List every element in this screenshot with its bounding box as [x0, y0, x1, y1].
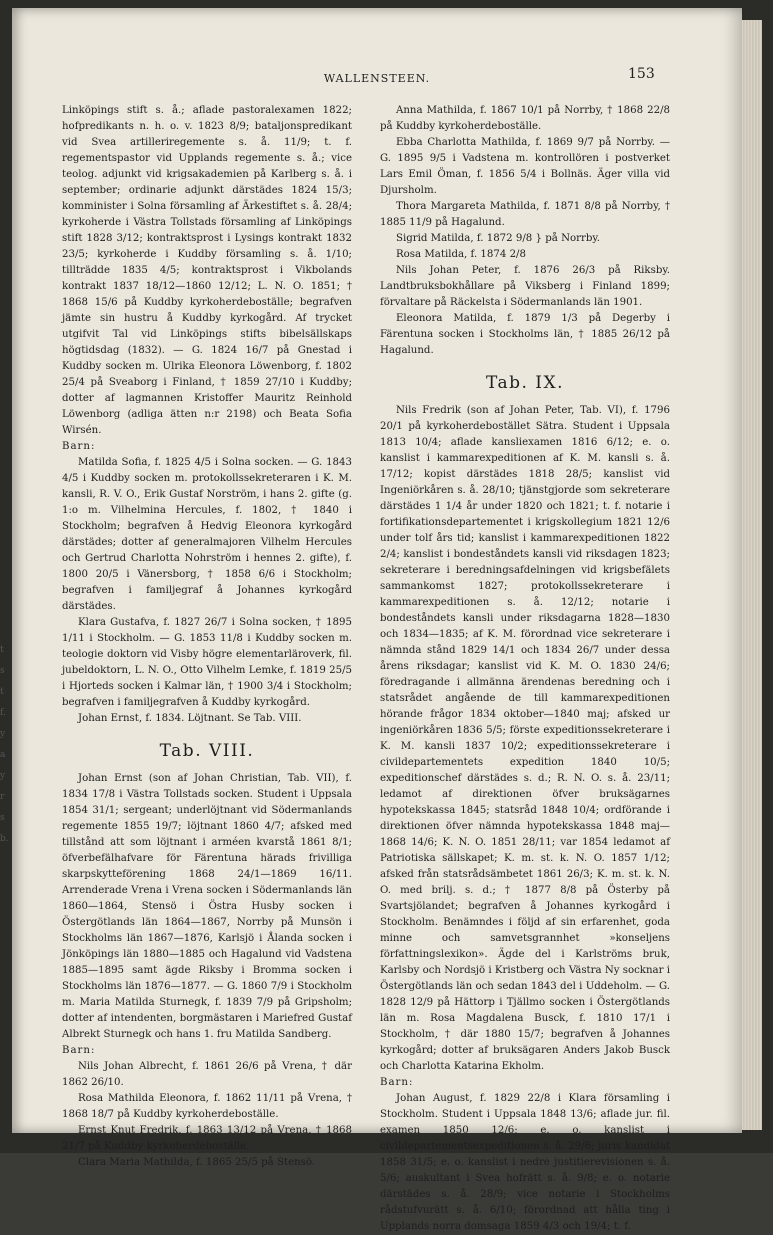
child-entry: Eleonora Matilda, f. 1879 1/3 på Degerby i Färentuna socken i Stockholms län, † 1885 26/12 på Hagalund.	[380, 313, 670, 356]
child-entry: Matilda Sofia, f. 1825 4/5 i Solna socken. — G. 1843 4/5 i Kuddby socken m. protokollssekreteraren i K. M. kansli, R. V. O., Erik Gustaf Norström, i hans 2. gifte (g. 1:o m. Vilhelmina Hercules, f. 1802, † 1840 i Stockholm; begrafven å Hedvig Eleonora kyrkogård därstädes; dotter af generalmajoren Vilhelm Hercules och Gertrud Charlotta Nohrström i hennes 2. gifte), f. 1800 20/5 i Vänersborg, † 1858 6/6 i Stockholm; begrafven i familjegraf å Johannes kyrkogård därstädes.	[62, 457, 352, 612]
right-column	[380, 103, 670, 1235]
child-entry: Nils Johan Peter, f. 1876 26/3 på Riksby. Landtbruksbokhållare på Viksberg i Finland 1899; förvaltare på Räckelsta i Södermanlands län 1901.	[380, 265, 670, 308]
children-label: Barn:	[380, 1077, 414, 1088]
entry-continuation: Linköpings stift s. å.; aflade pastoralexamen 1822; hofpredikants n. h. o. v. 1823 8/9; bataljonspredikant vid Svea artilleriregemente s. å. 11/9; t. f. regementspastor vid Upplands regemente s. å.; vice teolog. adjunkt vid krigsakademien på Karlberg s. å. i september; ordinarie adjunkt därstädes 1824 15/3; komminister i Solna församling af Ärkestiftet s. å. 28/4; kyrkoherde i Västra Tollstads församling af Linköpings stift 1828 3/12; kontraktsprost i Lysings kontrakt 1832 23/5; kyrkoherde i Kuddby församling s. å. 1/10; tillträdde 1835 4/5; kontraktsprost i Vikbolands kontrakt 1837 18/12—1860 12/12; L. N. O. 1851; † 1868 15/6 på Kuddby kyrkoherdeboställe; begrafven jämte sin hustru å Kuddby kyrkogård. Af trycket utgifvit Tal vid Linköpings stifts bibelsällskaps högtidsdag (1832). — G. 1824 16/7 på Gnestad i Kuddby socken m. Ulrika Eleonora Löwenborg, f. 1802 25/4 på Sveaborg i Finland, † 1859 27/10 i Kuddby; dotter af lagmannen Kristoffer Mauritz Reinhold Löwenborg (adliga ätten n:r 2198) och Beata Sofia Wirsén.	[62, 105, 352, 436]
children-label: Barn:	[62, 1045, 96, 1056]
children-label: Barn:	[62, 441, 96, 452]
table-heading: Tab. IX.	[485, 373, 565, 393]
table-heading: Tab. VIII.	[159, 741, 255, 761]
child-entry: Johan Ernst, f. 1834. Löjtnant. Se Tab. VIII.	[78, 713, 302, 724]
child-entry: Klara Gustafva, f. 1827 26/7 i Solna socken, † 1895 1/11 i Stockholm. — G. 1853 11/8 i Kuddby socken m. teologie doktorn vid Visby högre elementarläroverk, fil. jubeldoktorn, L. N. O., Otto Vilhelm Lemke, f. 1819 25/5 i Hjorteds socken i Kalmar län, † 1900 3/4 i Stockholm; begrafven i familjegrafven å Kuddby kyrkogård.	[62, 617, 352, 708]
child-entry: Anna Mathilda, f. 1867 10/1 på Norrby, † 1868 22/8 på Kuddby kyrkoherdeboställe.	[380, 105, 670, 132]
child-entry: Nils Johan Albrecht, f. 1861 26/6 på Vrena, † där 1862 26/10.	[62, 1061, 352, 1088]
child-entry: Thora Margareta Mathilda, f. 1871 8/8 på Norrby, † 1885 11/9 på Hagalund.	[380, 201, 670, 228]
previous-page-margin: t s t f. y a y r s b.	[0, 645, 9, 844]
child-entry: Ebba Charlotta Mathilda, f. 1869 9/7 på Norrby. — G. 1895 9/5 i Vadstena m. kontrollören i postverket Lars Emil Öman, f. 1856 5/4 i Bollnäs. Äger villa vid Djursholm.	[380, 137, 670, 196]
page-stack-edge	[742, 20, 762, 1130]
child-entry: Rosa Matilda, f. 1874 2/8	[396, 249, 526, 260]
running-head: WALLENSTEEN.	[323, 72, 431, 85]
genealogy-entry: Johan Ernst (son af Johan Christian, Tab. VII), f. 1834 17/8 i Västra Tollstads socken. Student i Uppsala 1854 31/1; sergeant; underlöjtnant vid Södermanlands regemente 1855 19/7; löjtnant 1860 4/7; afsked med tillstånd att som löjtnant i arméen kvarstå 1861 8/1; öfverbefälhafvare för Färentuna härads frivilliga skarpskytteförening 1868 24/1—1869 16/11. Arrenderade Vrena i Vrena socken i Södermanlands län 1860—1864, Stensö i Östra Husby socken i Östergötlands län 1864—1867, Norrby på Munsön i Stockholms län 1867—1876, Karlsjö i Ålanda socken i Jönköpings län 1880—1885 och Hagalund vid Vadstena 1885—1895 samt ägde Riksby i Bromma socken i Stockholms län 1876—1877. — G. 1860 7/9 i Stockholm m. Maria Matilda Sturnegk, f. 1839 7/9 på Gripsholm; dotter af intendenten, borgmästaren i Mariefred Gustaf Albrekt Sturnegk och hans 1. fru Matilda Sandberg.	[62, 773, 352, 1040]
child-entry: Clara Maria Mathilda, f. 1865 25/5 på Stensö.	[78, 1157, 316, 1168]
child-entry: Sigrid Matilda, f. 1872 9/8 } på Norrby.	[396, 233, 601, 244]
child-entry: Rosa Mathilda Eleonora, f. 1862 11/11 på Vrena, † 1868 18/7 på Kuddby kyrkoherdeboställe.	[62, 1093, 352, 1120]
page-number: 153	[628, 66, 655, 82]
book-page	[12, 8, 742, 1232]
child-entry: Ernst Knut Fredrik, f. 1863 13/12 på Vrena, † 1868 21/7 på Kuddby kyrkoherdeboställe.	[62, 1125, 352, 1152]
child-entry: Johan August, f. 1829 22/8 i Klara församling i Stockholm. Student i Uppsala 1848 13/6; aflade jur. fil. examen 1850 12/6; e. o. kanslist i civildepartementsexpeditionen s. å. 29/6; juris kandidat 1858 31/5; e. o. kanslist i nedre justitierevisionen s. å. 5/6; auskultant i Svea hofrätt s. å. 9/8; e. o. notarie därstädes s. å. 28/9; vice notarie i Stockholms rådstufvurätt s. å. 6/10; förordnad att hålla ting i Upplands norra domsaga 1859 4/3 och 19/4; t. f.	[380, 1093, 670, 1232]
genealogy-entry: Nils Fredrik (son af Johan Peter, Tab. VI), f. 1796 20/1 på kyrkoherdebostället Sätra. Student i Uppsala 1813 10/4; aflade kansliexamen 1816 6/12; e. o. kanslist i kammarexpeditionen af K. M. kansli s. å. 17/12; kopist därstädes 1818 28/5; kanslist vid Ingeniörkåren s. å. 28/10; tjänstgjorde som sekreterare därstädes 1 1/4 år under 1820 och 1821; t. f. notarie i fortifikationsdepartementet i krigskollegium 1821 12/6 under tolf års tid; kanslist i kammarexpeditionen 1822 2/4; kanslist i bondeståndets kansli vid riksdagen 1823; sekreterare i beredningsafdelningen vid krigsbefälets sammankomst 1827; protokollssekreterare i kammarexpeditionen s. å. 12/12; notarie i bondeståndets kansli under riksdagarna 1828—1830 och 1834—1835; af K. M. förordnad vice sekreterare i nämnda stånd 1829 14/1 och 1834 26/7 under dessa årens riksdagar; kanslist vid K. M. O. 1830 24/6; föredragande i allmänna ärendenas beredning och i statsrådet angående de till kammarexpeditionen hörande frågor 1834 oktober—1840 maj; afsked ur ingeniörkåren 1836 5/5; förste expeditionssekreterare i K. M. kansli 1837 10/2; expeditionssekreterare i civildepartementets expedition 1840 10/5; expeditionschef därstädes s. d.; R. N. O. s. å. 23/11; ledamot af direktionen öfver bruksägarnes hypotekskassa 1845; statsråd 1848 10/4; ordförande i direktionen öfver nämnda hypotekskassa 1848 maj—1868 14/6; K. N. O. 1851 28/11; var 1854 ledamot af Patriotiska sällskapet; K. m. st. k. N. O. 1857 1/12; afsked från statsrådsämbetet 1861 26/3; K. m. st. k. N. O. med brilj. s. d.; † 1877 8/8 på Österby på Svartsjölandet; begrafven å Johannes kyrkogård i Stockholm. Benämndes i följd af sin erfarenhet, goda minne och samvetsgrannhet »konseljens författningslexikon». Ägde del i Karlströms bruk, Karlsby och Nordsjö i Kristberg och Västra Ny socknar i Östergötlands län och sedan 1843 del i Uddeholm. — G. 1828 12/9 på Hättorp i Tjällmo socken i Östergötlands län m. Rosa Magdalena Busck, f. 1810 17/1 i Stockholm, † där 1880 15/7; begrafven å Johannes kyrkogård; dotter af bruksägaren Anders Jakob Busck och Charlotta Katarina Ekholm.	[380, 405, 670, 1072]
left-column	[62, 103, 352, 1171]
